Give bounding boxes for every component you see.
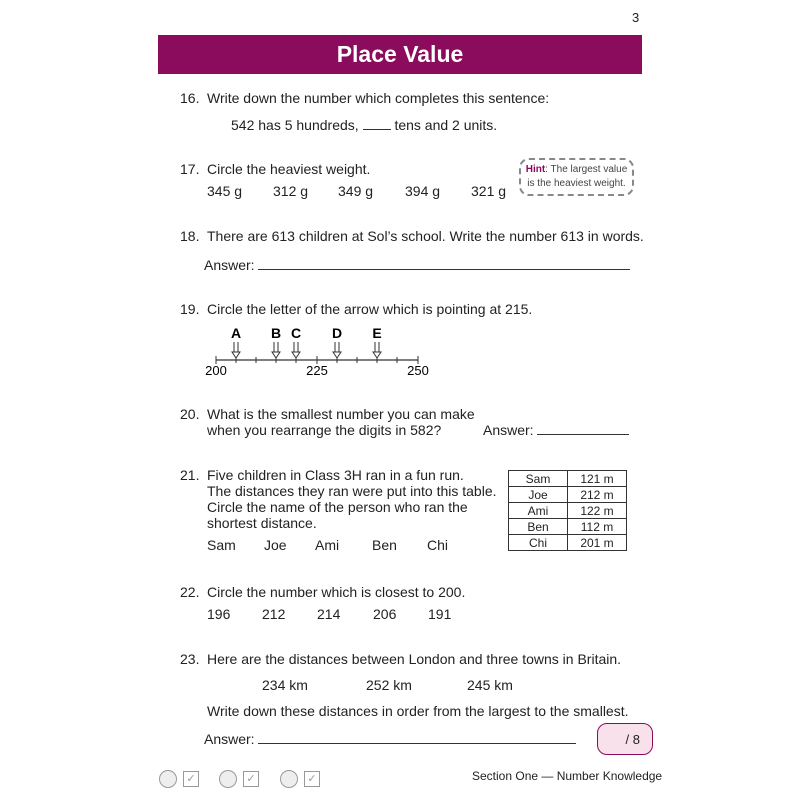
blank-field[interactable]	[363, 129, 391, 130]
answer-label: Answer:	[204, 257, 255, 273]
number-option[interactable]: 206	[373, 606, 397, 622]
question-22	[180, 584, 465, 600]
question-16	[180, 90, 549, 106]
tick-box-icon[interactable]: ✓	[243, 771, 259, 787]
q18-answer	[204, 257, 630, 273]
runner-name-option[interactable]: Ami	[315, 537, 340, 553]
table-row	[509, 503, 627, 519]
question-number: 22.	[180, 584, 200, 600]
answer-line[interactable]	[537, 434, 629, 435]
question-18	[180, 228, 644, 244]
question-number: 17.	[180, 161, 200, 177]
question-text-line4: shortest distance.	[207, 515, 317, 531]
page-title: Place Value	[158, 35, 642, 74]
score-box: / 8	[597, 723, 653, 755]
question-20	[180, 406, 475, 422]
answer-line[interactable]	[258, 269, 630, 270]
arrow-label-d[interactable]: D	[331, 325, 343, 341]
table-cell-name: Chi	[509, 535, 568, 551]
distance-value: 245 km	[467, 677, 513, 693]
number-option[interactable]: 191	[428, 606, 452, 622]
question-number: 18.	[180, 228, 200, 244]
table-cell-name: Ami	[509, 503, 568, 519]
scale-label: 225	[306, 363, 328, 378]
table-row	[509, 471, 627, 487]
runner-name-option[interactable]: Ben	[372, 537, 397, 553]
sentence-start: 542 has 5 hundreds,	[231, 117, 359, 133]
table-cell-name: Sam	[509, 471, 568, 487]
tick-box-icon[interactable]: ✓	[304, 771, 320, 787]
question-19	[180, 301, 532, 317]
page-number: 3	[632, 10, 640, 25]
arrow-c-icon	[292, 342, 300, 358]
q16-sentence	[231, 117, 497, 133]
table-cell-distance: 121 m	[568, 471, 627, 487]
weight-option[interactable]: 394 g	[405, 183, 441, 199]
hint-line2: is the heaviest weight.	[527, 178, 626, 189]
weight-option[interactable]: 349 g	[338, 183, 374, 199]
table-row	[509, 487, 627, 503]
instruction-text: Write down these distances in order from the largest to the smallest.	[207, 703, 629, 719]
question-21	[180, 467, 464, 483]
question-number: 20.	[180, 406, 200, 422]
table-cell-name: Joe	[509, 487, 568, 503]
sentence-end: tens and 2 units.	[394, 117, 498, 133]
table-row	[509, 519, 627, 535]
question-number: 21.	[180, 467, 200, 483]
number-option[interactable]: 196	[207, 606, 231, 622]
happy-face-icon[interactable]	[280, 770, 298, 788]
question-text: Circle the letter of the arrow which is pointing at 215.	[207, 301, 533, 317]
q23-answer	[204, 731, 576, 747]
weight-option[interactable]: 312 g	[273, 183, 309, 199]
question-text: Write down the number which completes this sentence:	[207, 90, 550, 106]
question-text: There are 613 children at Sol’s school. Write the number 613 in words.	[207, 228, 644, 244]
weight-option[interactable]: 345 g	[207, 183, 243, 199]
footer-section-label: Section One — Number Knowledge	[472, 769, 663, 783]
number-line	[200, 322, 440, 380]
hint-box	[519, 158, 634, 196]
tick-box-icon[interactable]: ✓	[183, 771, 199, 787]
question-number: 16.	[180, 90, 200, 106]
sad-face-icon[interactable]	[159, 770, 177, 788]
question-text: Here are the distances between London and three towns in Britain.	[207, 651, 622, 667]
hint-line1: : The largest value	[545, 164, 628, 175]
table-row	[509, 535, 627, 551]
arrow-d-icon	[333, 342, 341, 358]
scale-label: 200	[205, 363, 227, 378]
hint-label: Hint	[525, 164, 546, 175]
arrow-label-e[interactable]: E	[372, 325, 382, 341]
answer-line[interactable]	[258, 743, 576, 744]
table-cell-distance: 122 m	[568, 503, 627, 519]
weight-option[interactable]: 321 g	[471, 183, 507, 199]
question-text: Circle the heaviest weight.	[207, 161, 371, 177]
arrow-label-b[interactable]: B	[270, 325, 282, 341]
runner-name-option[interactable]: Sam	[207, 537, 236, 553]
table-cell-distance: 112 m	[568, 519, 627, 535]
question-number: 19.	[180, 301, 200, 317]
q20-answer	[483, 422, 629, 438]
question-text: Circle the number which is closest to 200.	[207, 584, 466, 600]
distance-table	[508, 470, 627, 551]
question-17	[180, 161, 370, 177]
arrow-a-icon	[232, 342, 240, 358]
answer-label: Answer:	[483, 422, 534, 438]
arrow-label-c[interactable]: C	[290, 325, 302, 341]
table-cell-distance: 212 m	[568, 487, 627, 503]
distance-value: 252 km	[366, 677, 412, 693]
runner-name-option[interactable]: Chi	[427, 537, 449, 553]
question-text-line2: when you rearrange the digits in 582?	[207, 422, 442, 438]
question-text-line2: The distances they ran were put into this table.	[207, 483, 497, 499]
table-cell-name: Ben	[509, 519, 568, 535]
scale-label: 250	[407, 363, 429, 378]
neutral-face-icon[interactable]	[219, 770, 237, 788]
distance-value: 234 km	[262, 677, 308, 693]
question-number: 23.	[180, 651, 200, 667]
number-option[interactable]: 212	[262, 606, 286, 622]
arrow-e-icon	[373, 342, 381, 358]
runner-name-option[interactable]: Joe	[264, 537, 287, 553]
question-text-line1: Five children in Class 3H ran in a fun run.	[207, 467, 464, 483]
question-23	[180, 651, 621, 667]
question-text-line3: Circle the name of the person who ran the	[207, 499, 468, 515]
table-cell-distance: 201 m	[568, 535, 627, 551]
answer-label: Answer:	[204, 731, 255, 747]
question-text-line1: What is the smallest number you can make	[207, 406, 475, 422]
number-option[interactable]: 214	[317, 606, 341, 622]
arrow-label-a[interactable]: A	[230, 325, 242, 341]
arrow-b-icon	[272, 342, 280, 358]
